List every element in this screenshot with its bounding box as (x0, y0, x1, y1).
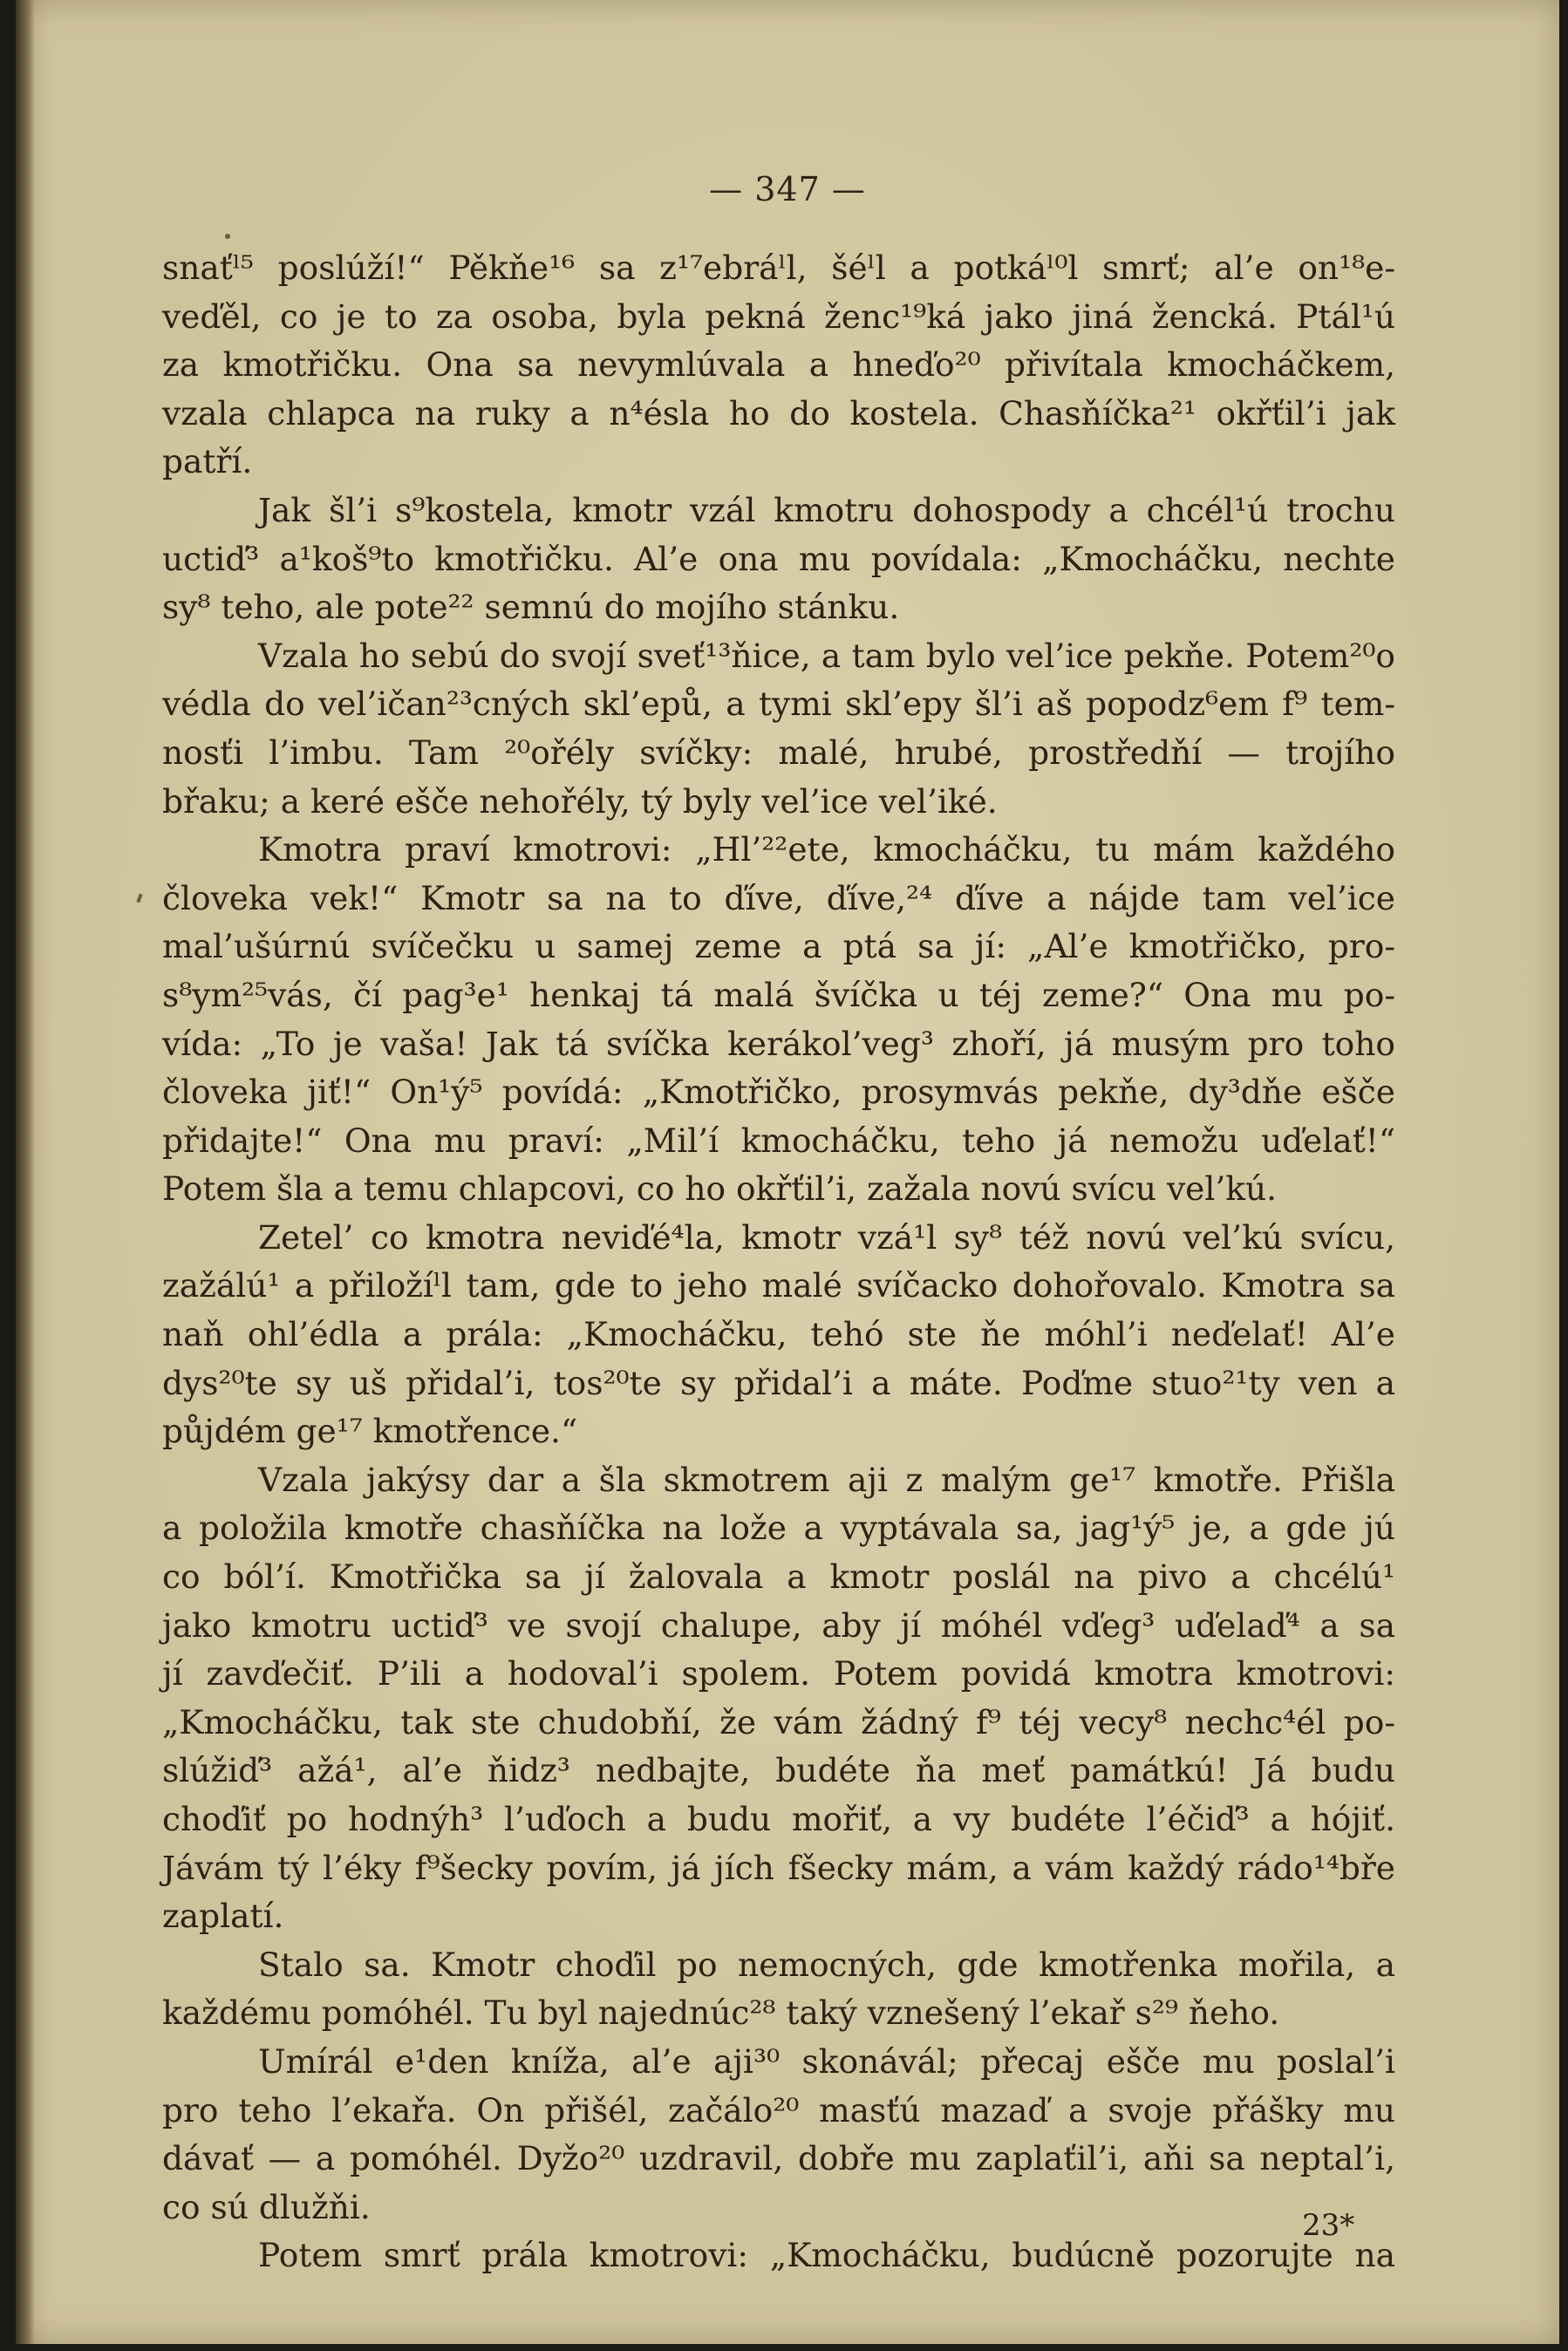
text-line: vída: „To je vaša! Jak tá svíčka kerákol’veg³ zhoří, já musým pro toho (162, 1024, 1395, 1063)
text-line: co sú dlužňi. (162, 2187, 371, 2226)
text-line: Umírál e¹den kníža, al’e aji³⁰ skonávál; přecaj ešče mu poslal’i (258, 2041, 1395, 2081)
text-line: uctiď³ a¹koš⁹to kmotřičku. Al’e ona mu povídala: „Kmocháčku, nechte (162, 539, 1395, 578)
text-line: človeka vek!“ Kmotr sa na to ďíve, ďíve,²⁴ ďíve a nájde tam vel’ice (162, 878, 1395, 917)
binding-edge (16, 0, 35, 2344)
text-line: dávať — a pomóhél. Dyžo²⁰ uzdravil, dobře mu zaplaťil’i, aňi sa neptal’i, (162, 2139, 1395, 2178)
body-text (162, 244, 1395, 2280)
text-line: co ból’í. Kmotřička sa jí žalovala a kmotr poslál na pivo a chcélú¹ (162, 1557, 1395, 1597)
text-line: Kmotra praví kmotrovi: „Hl’²²ete, kmocháčku, tu mám každého (258, 830, 1395, 869)
text-line: choďiť po hodnýh³ l’uďoch a budu mořiť, a vy budéte l’éčiď³ a hójiť. (162, 1800, 1395, 1838)
book-page (16, 0, 1559, 2344)
text-line: břaku; a keré ešče nehořély, tý byly vel’ice vel’iké. (162, 781, 998, 821)
text-line: človeka jiť!“ On¹ý⁵ povídá: „Kmotřičko, prosymvás pekňe, dy³dňe ešče (162, 1073, 1395, 1112)
text-line: snaťˡ⁵ poslúží!“ Pěkňe¹⁶ sa z¹⁷ebráˡl, šéˡl a potkáˡ⁰l smrť; al’e on¹⁸e- (162, 249, 1395, 287)
text-line: za kmotřičku. Ona sa nevymlúvala a hneďo²⁰ přivítala kmocháčkem, (162, 345, 1395, 385)
text-line: slúžiď³ ažá¹, al’e ňidz³ nedbajte, budéte ňa meť památkú! Já budu (162, 1751, 1395, 1790)
text-line: Potem smrť prála kmotrovi: „Kmocháčku, budúcně pozorujte na (258, 2236, 1395, 2275)
text-line: jí zavďečiť. P’ili a hodoval’i spolem. Potem povidá kmotra kmotrovi: (162, 1654, 1395, 1693)
text-line: zažálú¹ a přiložíˡl tam, gde to jeho malé svíčacko dohořovalo. Kmotra sa (162, 1266, 1395, 1305)
text-line: „Kmocháčku, tak ste chudobňí, že vám žádný f⁹ téj vecy⁸ nechc⁴él po- (162, 1702, 1395, 1741)
text-line: Zetel’ co kmotra neviďé⁴la, kmotr vzá¹l sy⁸ též novú vel’kú svícu, (258, 1217, 1395, 1257)
text-line: dys²⁰te sy uš přidal’i, tos²⁰te sy přidal’i a máte. Poďme stuo²¹ty ven a (162, 1363, 1395, 1402)
text-line: s⁸ym²⁵vás, čí pag³e¹ henkaj tá malá švíčka u téj zeme?“ Ona mu po- (162, 975, 1395, 1014)
text-line: vzala chlapca na ruky a n⁴ésla ho do kostela. Chasňíčka²¹ okřťil’i jak (162, 393, 1395, 433)
ink-speck (225, 234, 230, 239)
text-line: půjdém ge¹⁷ kmotřence.“ (162, 1412, 578, 1451)
text-line: sy⁸ teho, ale pote²² semnú do mojího stánku. (162, 588, 900, 627)
text-line: Stalo sa. Kmotr choďil po nemocných, gde kmotřenka mořila, a (258, 1945, 1395, 1984)
text-line: přidajte!“ Ona mu praví: „Mil’í kmocháčku, teho já nemožu uďelať!“ (162, 1121, 1395, 1160)
page-number: — 347 — (709, 170, 866, 208)
text-line: patří. (162, 442, 253, 481)
text-line: nosťi l’imbu. Tam ²⁰ořély svíčky: malé, hrubé, prostředňí — trojího (162, 733, 1395, 772)
ink-mark (136, 894, 142, 903)
text-line: každému pomóhél. Tu byl najednúc²⁸ taký vznešený l’ekař s²⁹ ňeho. (162, 1993, 1280, 2033)
text-line: védla do vel’ičan²³cných skl’epů, a tymi skl’epy šl’i aš popodz⁶em f⁹ tem- (162, 685, 1395, 724)
text-line: Vzala jakýsy dar a šla skmotrem aji z malým ge¹⁷ kmotře. Přišla (258, 1460, 1395, 1499)
text-line: jako kmotru uctiď³ ve svojí chalupe, aby jí móhél vďeg³ uďelaď⁴ a sa (162, 1605, 1395, 1645)
text-line: Vzala ho sebú do svojí sveť¹³ňice, a tam bylo vel’ice pekňe. Potem²⁰o (258, 636, 1395, 675)
printer-signature: 23* (1302, 2208, 1355, 2243)
text-line: veďěl, co je to za osoba, byla pekná ženc¹⁹ká jako jiná žencká. Ptál¹ú (162, 296, 1395, 336)
text-line: pro teho l’ekařa. On přišél, začálo²⁰ masťú mazaď a svoje přášky mu (162, 2090, 1395, 2130)
text-line: mal’ušúrnú svíčečku u samej zeme a ptá sa jí: „Al’e kmotřičko, pro- (162, 927, 1395, 966)
text-line: Potem šla a temu chlapcovi, co ho okřťil’i, zažala novú svícu vel’kú. (162, 1169, 1278, 1209)
text-line: Jávám tý l’éky f⁹šecky povím, já jích fšecky mám, a vám každý rádo¹⁴bře (162, 1848, 1395, 1887)
text-line: zaplatí. (162, 1897, 284, 1936)
text-line: a položila kmotře chasňíčka na lože a vyptávala sa, jag¹ý⁵ je, a gde jú (162, 1509, 1395, 1548)
text-line: Jak šl’i s⁹kostela, kmotr vzál kmotru dohospody a chcél¹ú trochu (258, 490, 1395, 529)
text-line: naň ohl’édla a prála: „Kmocháčku, tehó ste ňe móhl’i neďelať! Al’e (162, 1315, 1395, 1354)
